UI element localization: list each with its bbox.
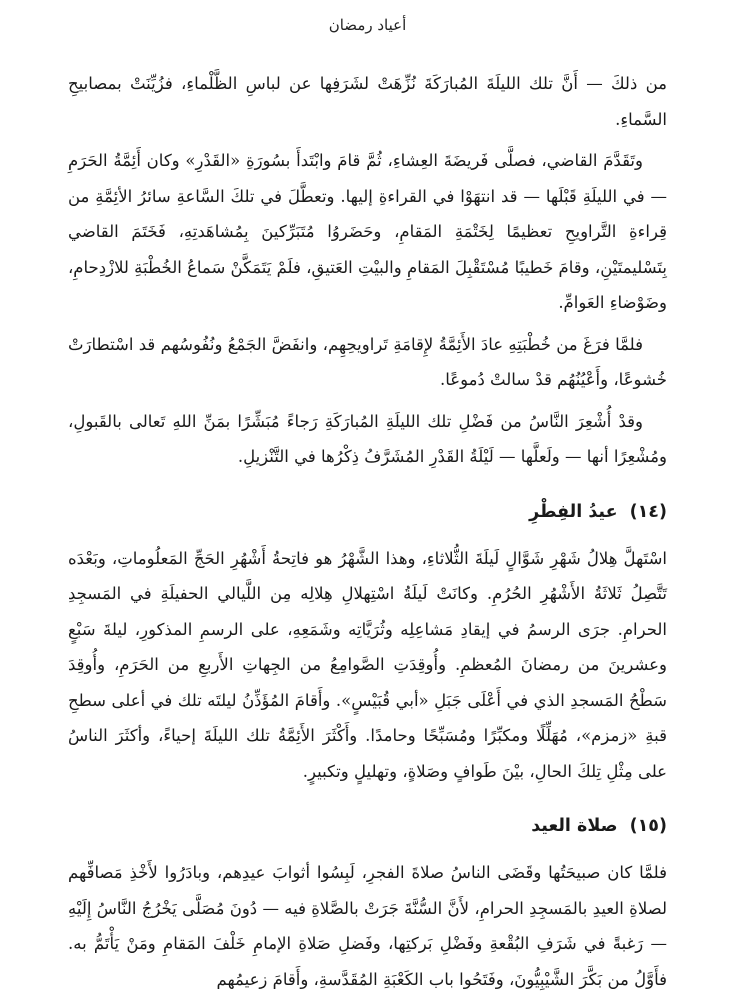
paragraph: فلمَّا كان صبيحَتُها وقَضَى الناسُ صلاةَ الفجرِ، لَبِسُوا أثوابَ عيدِهم، وبادَرُوا لأَخْذِ مَصافِّهم لصلاةِ العيدِ بالمَسجِدِ الحرامِ، لأَنَّ السُّنَّةَ جَرَتْ بالصَّلاةِ فيه — دُونَ مُصَلَّى يَخْرُجُ النَّاسُ إِلَيْهِ — رَغبةً في شَرَفِ البُقْعةِ وفَضْلِ بَركتِها، وفَضلِ صَلاةِ الإمامِ خَلْفَ المَقامِ ومَنْ يَأْتَمُّ به. فأَوَّلُ من بَكَّرَ الشَّيْبِيُّونَ، وفَتَحُوا باب الكَعْبَةِ المُقَدَّسةِ، وأَقامَ زعيمُهم [68,863,667,989]
section-number: (١٥) [629,816,667,836]
paragraph: وتَقَدَّمَ القاضي، فصلَّى فَريضَةَ العِشاءِ، ثُمَّ قامَ وابْتَدأَ بسُورَةِ «القَدْرِ» وكان أَئِمَّةُ الحَرَمِ — في الليلَةِ قَبْلَها — قد انتهَوْا في القراءةِ إليها. وتعطَّلَ في تلكَ السَّاعةِ سائرُ الأئِمَّةِ من قِراءةِ التَّراويحِ تعظيمًا لِخَتْمَةِ المَقامِ، وحَضَروُا مُتَبَرِّكينَ بِمُشاهَدتِهِ، فَخَتَمَ القاضي بِتَسْليمتَيْنِ، وقامَ خَطيبًا مُسْتَقْبِلَ المَقامِ والبيْتِ العَتيقِ، فلَمْ يَتَمَكَّنْ سَماعُ الخُطْبَةِ للازْدِحامِ، وضَوْضاءِ العَوامِّ. [67,151,667,312]
paragraph: اسْتَهلَّ هِلالُ شَهْرِ شَوَّالٍ لَيلَةَ الثُّلاثاءِ، وهذا الشَّهْرُ هو فاتِحةُ أَشْهُرِ الحَجِّ المَعلُوماتِ، وبَعْدَه تَتَّصِلُ ثَلاثَةُ الأَشْهُرِ الحُرُمِ. وكانَتْ لَيلَةُ اسْتِهلالِ هِلالِه مِن اللَّيالي الحفيلَةِ في المَسجِدِ الحرامِ. جرَى الرسمُ في إيقادِ مَشاعِلِه وثُرَيَّاتِه وشَمَعِهِ، على الرسمِ المذكورِ، ليلةَ سَبْعٍ وعشرينَ من رمضانَ المُعظمِ. وأُوقِدَتِ الصَّوامِعُ من الجِهاتِ الأَربعِ من الحَرَمِ، وأُوقِدَ سَطْحُ المَسجدِ الذي في أَعْلَى جَبَلِ «أبي قُبَيْسٍ». وأَقامَ المُؤَذِّنُ ليلتَه تلك في أعلى سطحِ قبةِ «زمزم»، مُهَلِّلًا ومكبِّرًا ومُسَبِّحًا وحامدًا. وأَكْثَرَ الأَئِمَّةُ تلك الليلَةَ إحياءً، وأكثَرَ الناسُ على مِثْلِ تِلكَ الحالِ، بيْنَ طَوافٍ وصَلاةٍ، وتهليلٍ وتكبيرٍ. [68,548,667,781]
section-heading [68,811,667,841]
running-head: أعياد رمضان [328,16,407,34]
paragraph: فلمَّا فرَغَ من خُطْبَتِهِ عادَ الأَئِمَّةُ لإِقامَةِ تَراويحِهِم، وانفَضَّ الجَمْعُ ونُفُوسُهم قد اسْتطارَتْ خُشوعًا، وأَعْيُنُهُم قدْ سالتْ دُموعًا. [68,334,667,389]
section-heading [68,497,667,527]
paragraph: وقدْ أُشْعِرَ النَّاسُ من فَضْلِ تلك الليلَةِ المُبارَكَةِ رَجاءً مُبَشِّرًا بمَنِّ اللهِ تَعالى بالقَبولِ، ومُشْعِرًا أنها — ولَعلَّها — لَيْلَةُ القَدْرِ المُشَرَّفُ ذِكْرُها في التَّنْزيلِ. [68,411,667,466]
section-title: عيدُ الفِطْرِ [529,501,618,522]
section-number: (١٤) [629,501,667,522]
section-title: صلاة العيد [531,816,618,836]
paragraph: من ذلكَ — أَنَّ تلك الليلَةَ المُبارَكَةَ نُزِّهَتْ لشَرَفِها عن لباسِ الظَّلْماءِ، فزُيِّنَتْ بمصابيحِ السَّماءِ. [68,74,667,129]
